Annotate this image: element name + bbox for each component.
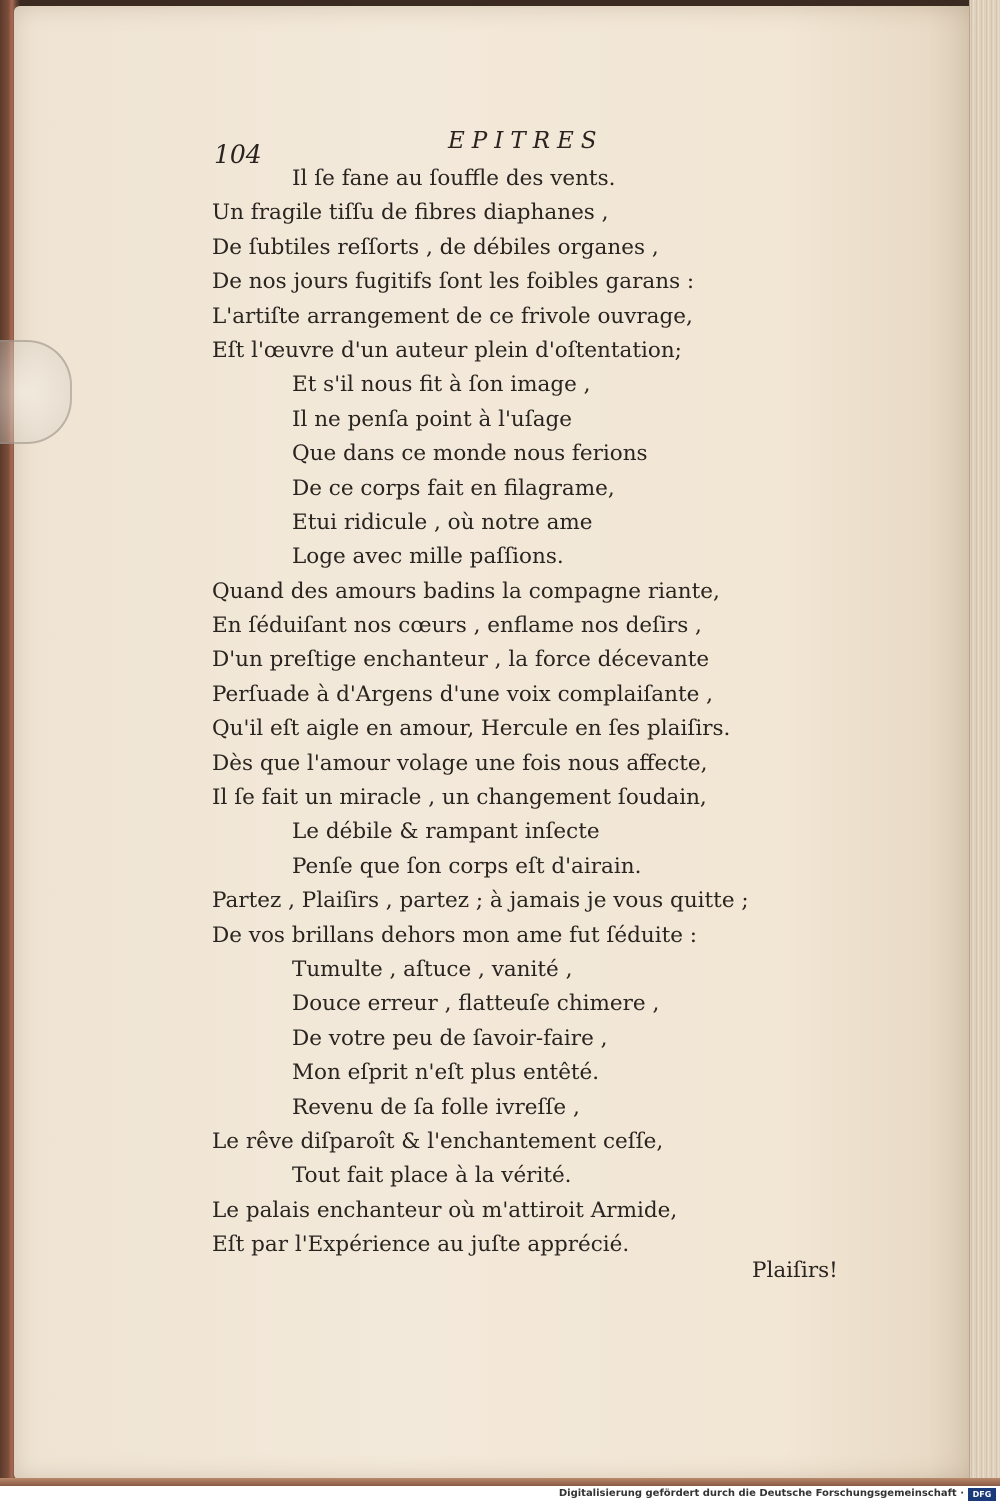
- poem-line: Que dans ce monde nous ferions: [292, 441, 648, 467]
- poem-line: De ſubtiles reſſorts , de débiles organes ,: [212, 234, 659, 260]
- poem-line: Dès que l'amour volage une fois nous affecte,: [212, 750, 708, 776]
- catchword: Plaiſirs!: [752, 1258, 838, 1283]
- book-bottom-edge: [0, 1478, 1000, 1486]
- footer-credit: Digitalisierung gefördert durch die Deutsche Forschungsgemeinschaft ·: [558, 1488, 964, 1499]
- poem-line: Tout fait place à la vérité.: [292, 1163, 572, 1189]
- poem-line: Qu'il eſt aigle en amour, Hercule en ſes plaiſirs.: [212, 716, 731, 742]
- poem-line: De votre peu de ſavoir-faire ,: [292, 1025, 608, 1051]
- poem-line: Le débile & rampant inſecte: [292, 819, 600, 845]
- poem-line: Mon eſprit n'eſt plus entêté.: [292, 1060, 600, 1086]
- digitization-footer: [0, 1486, 1000, 1504]
- poem-line: Revenu de ſa folle ivreſſe ,: [292, 1094, 580, 1120]
- poem-line: De ce corps fait en filagrame,: [292, 475, 615, 501]
- poem-line: Eſt par l'Expérience au juſte apprécié.: [212, 1232, 630, 1258]
- poem-line: Il ſe fane au ſouffle des vents.: [292, 166, 616, 191]
- poem-line: Douce erreur , flatteuſe chimere ,: [292, 991, 660, 1017]
- poem-line: De vos brillans dehors mon ame fut ſéduite :: [212, 922, 698, 948]
- page-number: 104: [214, 140, 262, 169]
- poem-line: Le rêve diſparoît & l'enchantement ceſſe,: [212, 1128, 664, 1154]
- poem-line: Perſuade à d'Argens d'une voix complaiſante ,: [212, 681, 713, 707]
- poem-line: Le palais enchanteur où m'attiroit Armide,: [212, 1197, 678, 1223]
- poem-line: Il ne penſa point à l'uſage: [292, 406, 573, 432]
- poem-line: Partez , Plaiſirs , partez ; à jamais je vous quitte ;: [212, 888, 749, 914]
- poem-line: En ſéduiſant nos cœurs , enflame nos deſirs ,: [212, 613, 702, 639]
- poem-line: Et s'il nous fit à ſon image ,: [292, 372, 591, 398]
- poem-line: L'artiſte arrangement de ce frivole ouvrage,: [212, 303, 693, 329]
- poem-line: Tumulte , aſtuce , vanité ,: [292, 956, 573, 982]
- poem-line: Quand des amours badins la compagne riante,: [212, 578, 720, 604]
- page-edges: [969, 0, 1000, 1490]
- poem-line: Loge avec mille paſſions.: [292, 544, 564, 570]
- poem-line: Penſe que ſon corps eſt d'airain.: [292, 853, 642, 879]
- poem-line: D'un preſtige enchanteur , la force décevante: [212, 647, 710, 673]
- poem-line: Etui ridicule , où notre ame: [292, 509, 593, 535]
- poem-line: Un fragile tiſſu de fibres diaphanes ,: [212, 200, 609, 226]
- dfg-logo: DFG: [968, 1488, 996, 1501]
- poem-line: Il ſe fait un miracle , un changement ſoudain,: [212, 785, 707, 811]
- poem-text: [212, 162, 772, 1263]
- running-title: EPITRES: [448, 128, 604, 154]
- poem-line: De nos jours fugitifs ſont les foibles garans :: [212, 269, 695, 295]
- poem-line: Eſt l'œuvre d'un auteur plein d'oſtentation;: [212, 337, 682, 363]
